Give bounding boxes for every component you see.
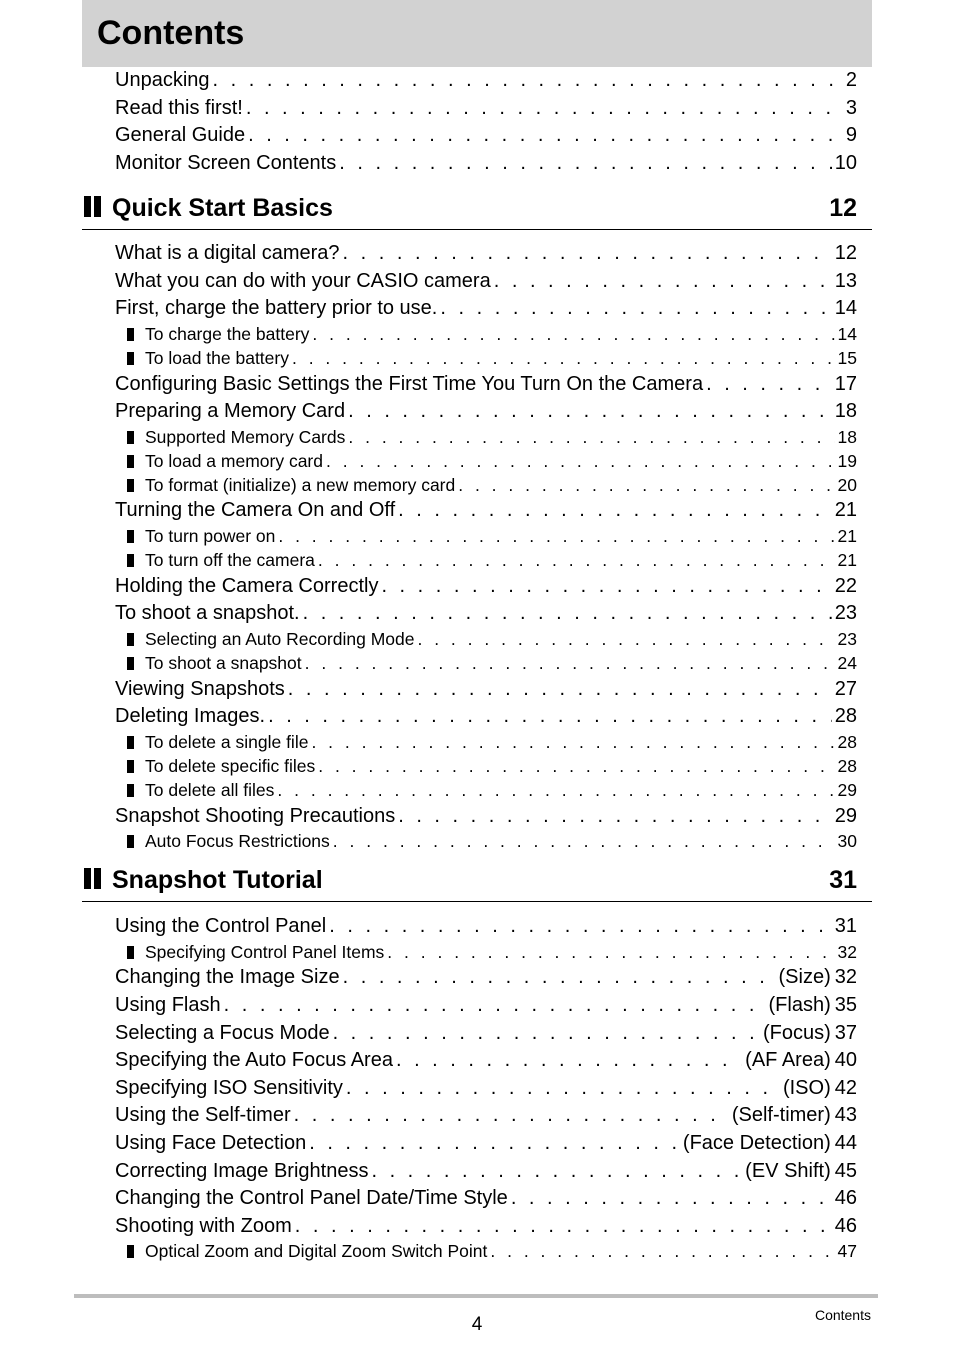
toc-entry-page: 45 [834,1159,857,1182]
toc-entry-label: To charge the battery [145,323,310,344]
dot-leader [248,122,843,150]
toc-entry[interactable] [127,628,857,652]
toc-entry[interactable] [127,549,857,573]
toc-entry-page: 30 [837,831,857,852]
toc-entry-page: 43 [834,1104,857,1127]
bullet-icon [127,328,134,341]
toc-entry-label: Selecting an Auto Recording Mode [145,628,415,649]
toc-entry[interactable] [115,1047,857,1075]
bullet-icon [127,657,134,670]
dot-leader [224,992,766,1020]
toc-entry-tag: (Focus) [762,1021,831,1044]
toc-entry-page: 12 [834,242,857,264]
section-title: Quick Start Basics [112,194,333,222]
dot-leader [381,573,831,601]
toc-entry-page: 47 [837,1241,857,1262]
toc-entry-page: 28 [834,705,857,728]
toc-entry-page: 46 [834,1214,857,1237]
toc-entry-page: 21 [837,549,857,570]
toc-entry-label: What you can do with your CASIO camera [115,269,491,292]
toc-entry-page: 46 [834,1187,857,1210]
toc-entry-label: Deleting Images. [115,705,266,728]
toc-entry-page: 44 [834,1132,857,1155]
dot-leader [398,497,832,525]
toc-entry[interactable] [115,150,857,178]
toc-entry-page: 28 [837,755,857,776]
dot-leader [318,755,834,779]
toc-entry[interactable] [127,450,857,474]
toc-entry[interactable] [115,913,857,941]
dot-leader [303,600,832,628]
toc-entry[interactable] [115,600,857,628]
dot-leader [343,240,832,268]
bullet-icon [127,736,134,749]
dot-leader [348,398,832,426]
toc-entry[interactable] [115,122,857,150]
toc-entry-label: Using the Control Panel [115,915,327,937]
toc-entry-label: What is a digital camera? [115,242,340,264]
toc-entry-page: 21 [834,499,857,522]
toc-entry-label: Configuring Basic Settings the First Time You Turn On the Camera [115,372,704,395]
toc-entry-page: 27 [834,677,857,700]
bullet-icon [127,352,134,365]
bullet-icon [127,633,134,646]
toc-entry[interactable] [115,240,857,268]
toc-entry[interactable] [127,323,857,347]
dot-leader [295,1213,832,1241]
toc-entry-label: Specifying the Auto Focus Area [115,1049,393,1072]
toc-entry-label: Shooting with Zoom [115,1214,292,1237]
dot-leader [343,964,776,992]
toc-entry[interactable] [127,731,857,755]
dot-leader [305,652,835,676]
toc-entry[interactable] [115,803,857,831]
toc-entry-label: Using Flash [115,994,221,1017]
dot-leader [458,474,834,498]
dot-leader [333,830,835,854]
toc-entry-page: 35 [834,994,857,1017]
toc-entry-label: To turn off the camera [145,549,315,570]
toc-entry-label: Monitor Screen Contents [115,151,337,174]
toc-entry-label: Unpacking [115,69,210,91]
footer-section-label: Contents [814,1307,871,1323]
toc-entry-label: General Guide [115,124,246,147]
toc-entry[interactable] [115,371,857,399]
toc-entry-label: Using the Self-timer [115,1104,291,1127]
toc-entry-page: 42 [834,1076,857,1099]
dot-leader [294,1102,729,1130]
section-header-quick-start-basics[interactable] [82,193,872,230]
dot-leader [339,150,832,178]
bullet-icon [127,760,134,773]
toc-entry-page: 14 [837,323,857,344]
title-bar [82,0,872,67]
bullet-icon [127,835,134,848]
toc-entry-label: Selecting a Focus Mode [115,1021,330,1044]
toc-entry[interactable] [127,426,857,450]
toc-entry-page: 23 [837,628,857,649]
toc-entry[interactable] [115,1185,857,1213]
toc-entry[interactable] [127,941,857,965]
toc-entry-page: 32 [834,966,857,989]
toc-entry-label: First, charge the battery prior to use. [115,297,438,320]
toc-entry-page: 18 [837,426,857,447]
toc-entry-label: Specifying ISO Sensitivity [115,1076,343,1099]
dot-leader [398,803,832,831]
toc-entry-label: Changing the Control Panel Date/Time Style [115,1187,508,1210]
toc-entry[interactable] [115,398,857,426]
dot-leader [318,549,835,573]
section-list-snapshot-tutorial [0,913,954,1264]
toc-entry-page: 32 [837,941,857,962]
toc-entry-label: To shoot a snapshot. [115,602,300,625]
toc-entry-label: Using Face Detection [115,1132,307,1155]
bullet-icon [127,530,134,543]
dot-leader [312,323,834,347]
toc-entry[interactable] [127,347,857,371]
toc-entry[interactable] [115,703,857,731]
bullet-icon [127,455,134,468]
footer-page-number: 4 [471,1314,483,1335]
dot-leader [417,628,834,652]
toc-entry-tag: (Self-timer) [731,1104,831,1127]
dot-leader [396,1047,742,1075]
dot-leader [311,731,834,755]
dot-leader [309,1130,680,1158]
toc-entry-label: Viewing Snapshots [115,677,285,700]
toc-entry-label: To delete specific files [145,755,316,776]
toc-entry[interactable] [127,755,857,779]
toc-entry[interactable] [127,1240,857,1264]
bullet-icon [127,554,134,567]
toc-entry-page: 3 [845,96,857,119]
toc-entry-page: 15 [837,347,857,368]
toc-entry-tag: (Face Detection) [682,1132,831,1155]
dot-leader [292,347,835,371]
dot-leader [213,67,843,95]
dot-leader [387,941,834,965]
toc-entry-page: 29 [837,779,857,800]
toc-entry[interactable] [127,652,857,676]
toc-entry-label: Auto Focus Restrictions [145,831,330,852]
dot-leader [329,913,832,941]
toc-entry[interactable] [115,676,857,704]
bullet-icon [127,946,134,959]
toc-entry-page: 2 [845,69,857,91]
dot-leader [346,1075,780,1103]
toc-entry[interactable] [115,1158,857,1186]
toc-entry-label: Changing the Image Size [115,966,340,989]
toc-entry-page: 9 [845,124,857,147]
bullet-icon [127,1245,134,1258]
bullet-icon [127,479,134,492]
toc-entry[interactable] [115,992,857,1020]
dot-leader [706,371,832,399]
toc-entry-label: To shoot a snapshot [145,652,302,673]
toc-entry[interactable] [115,497,857,525]
section-marker-icon [84,868,102,889]
dot-leader [511,1185,832,1213]
section-header-snapshot-tutorial[interactable] [82,865,872,902]
toc-entry-label: Snapshot Shooting Precautions [115,804,396,827]
bullet-icon [127,784,134,797]
toc-entry-page: 28 [837,731,857,752]
toc-entry-label: Turning the Camera On and Off [115,499,396,522]
toc-entry-page: 29 [834,804,857,827]
dot-leader [494,268,832,296]
toc-entry-label: To load the battery [145,347,289,368]
toc-entry[interactable] [115,295,857,323]
toc-entry-label: Preparing a Memory Card [115,400,346,423]
toc-entry-page: 20 [837,474,857,495]
toc-entry-label: To load a memory card [145,450,323,471]
section-page: 31 [829,866,857,894]
dot-leader [490,1240,834,1264]
dot-leader [348,426,834,450]
toc-entry-tag: (Flash) [768,994,831,1017]
toc-entry-page: 18 [834,400,857,423]
toc-entry-page: 22 [834,574,857,597]
toc-entry[interactable] [127,830,857,854]
toc-entry[interactable] [115,1075,857,1103]
toc-entry-tag: (EV Shift) [745,1159,831,1182]
section-list-quick-start-basics [0,240,954,854]
toc-entry-page: 17 [834,372,857,395]
toc-entry[interactable] [127,525,857,549]
toc-entry[interactable] [127,779,857,803]
dot-leader [277,779,834,803]
toc-entry[interactable] [115,268,857,296]
toc-entry-page: 40 [834,1049,857,1072]
toc-entry-page: 31 [834,915,857,937]
toc-entry[interactable] [115,1130,857,1158]
toc-entry[interactable] [115,95,857,123]
toc-entry-page: 24 [837,652,857,673]
toc-entry-page: 13 [834,269,857,292]
toc-entry-label: Supported Memory Cards [145,426,346,447]
toc-entry[interactable] [115,573,857,601]
toc-entry[interactable] [115,1020,857,1048]
toc-entry-label: Holding the Camera Correctly [115,574,379,597]
toc-entry[interactable] [127,474,857,498]
toc-entry-label: Optical Zoom and Digital Zoom Switch Point [145,1241,488,1262]
toc-entry-tag: (Size) [778,966,831,989]
bullet-icon [127,431,134,444]
toc-entry-label: To delete all files [145,779,275,800]
toc-entry-page: 10 [834,151,857,174]
toc-entry-page: 14 [834,297,857,320]
section-title: Snapshot Tutorial [112,866,323,894]
toc-entry-label: Correcting Image Brightness [115,1159,369,1182]
footer-divider [74,1294,878,1298]
dot-leader [278,525,834,549]
dot-leader [333,1020,760,1048]
dot-leader [268,703,832,731]
intro-list [0,67,954,177]
toc-entry-tag: (ISO) [782,1076,831,1099]
toc-entry-page: 23 [834,602,857,625]
toc-entry-page: 37 [834,1021,857,1044]
toc-entry[interactable] [115,1213,857,1241]
toc-entry-page: 21 [837,526,857,547]
dot-leader [326,450,835,474]
toc-entry-label: Read this first! [115,96,243,119]
dot-leader [371,1158,742,1186]
section-page: 12 [829,194,857,222]
page-title: Contents [97,14,245,52]
toc-entry-page: 19 [837,450,857,471]
toc-entry-label: To format (initialize) a new memory card [145,474,456,495]
section-marker-icon [84,196,102,217]
dot-leader [440,295,831,323]
toc-entry-tag: (AF Area) [745,1049,831,1072]
toc-entry[interactable] [115,1102,857,1130]
toc-entry[interactable] [115,67,857,95]
toc-entry-label: To turn power on [145,526,276,547]
toc-entry[interactable] [115,964,857,992]
toc-entry-label: Specifying Control Panel Items [145,941,385,962]
dot-leader [246,95,843,123]
dot-leader [288,676,832,704]
toc-entry-label: To delete a single file [145,731,309,752]
